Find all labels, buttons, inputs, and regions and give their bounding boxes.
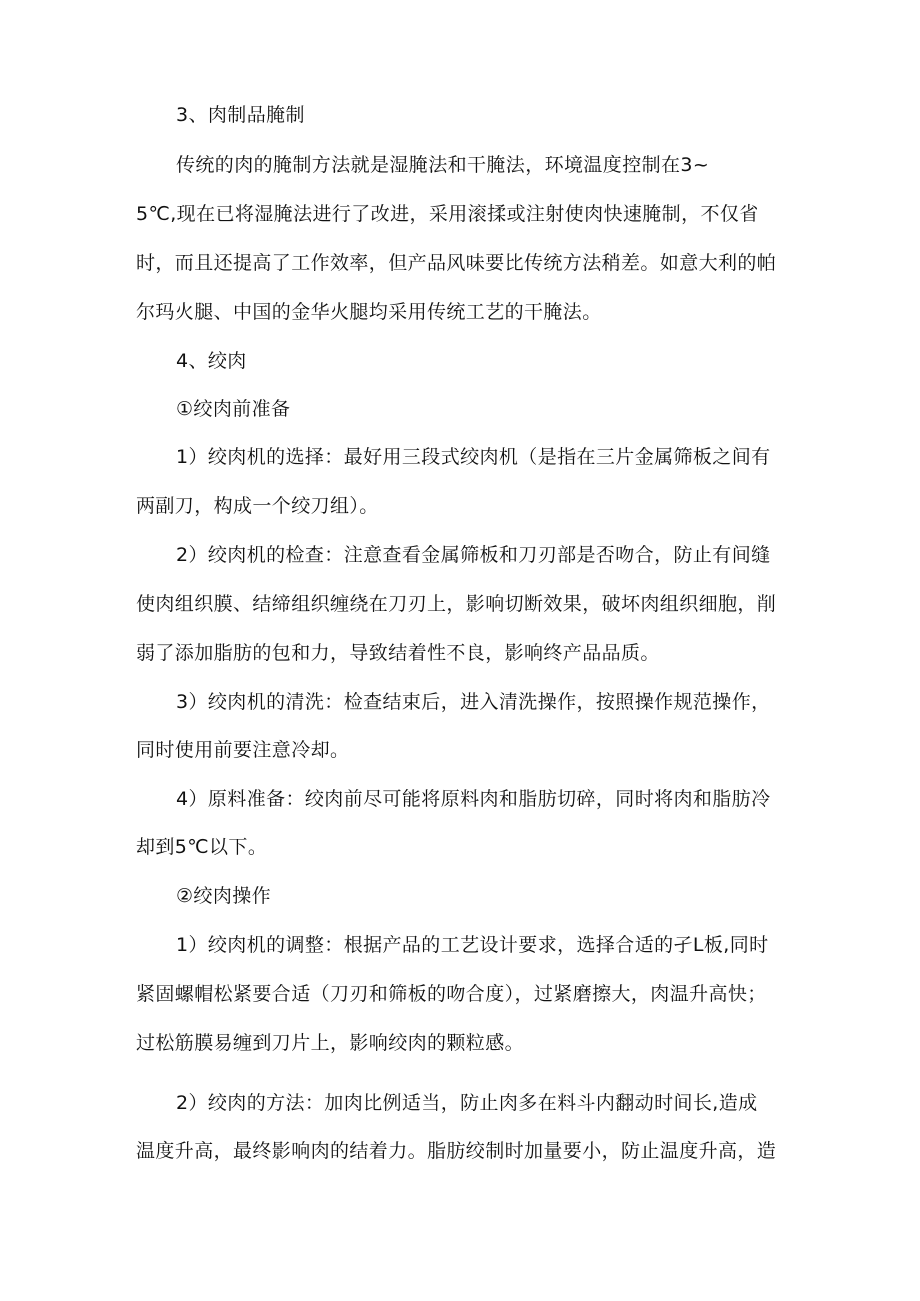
- paragraph-line: 弱了添加脂肪的包和力，导致结着性不良，影响终产品品质。: [136, 642, 660, 664]
- paragraph-line: 1）绞肉机的选择：最好用三段式绞肉机（是指在三片金属筛板之间有: [176, 446, 771, 468]
- section-heading-4: 4、绞肉: [176, 350, 247, 372]
- paragraph-line: 紧固螺帽松紧要合适（刀刃和筛板的吻合度），过紧磨擦大，肉温升高快；: [136, 983, 767, 1005]
- paragraph-line: 两副刀，构成一个绞刀组）。: [136, 495, 379, 517]
- paragraph-line: 2）绞肉机的检查：注意查看金属筛板和刀刃部是否吻合，防止有间缝: [176, 544, 771, 566]
- paragraph-line: 4）原料准备：绞肉前尽可能将原料肉和脂肪切碎，同时将肉和脂肪冷: [176, 788, 771, 810]
- paragraph-line: 时，而且还提高了工作效率，但产品风味要比传统方法稍差。如意大利的帕: [136, 252, 777, 274]
- paragraph-line: 同时使用前要注意冷却。: [136, 739, 350, 761]
- paragraph-line: 却到5℃以下。: [136, 836, 268, 858]
- paragraph-line: 2）绞肉的方法：加肉比例适当，防止肉多在料斗内翻动时间长,造成: [176, 1092, 758, 1114]
- paragraph-line: 过松筋膜易缠到刀片上，影响绞肉的颗粒感。: [136, 1032, 525, 1054]
- paragraph-line: 1）绞肉机的调整：根据产品的工艺设计要求，选择合适的孑L板,同时: [176, 934, 769, 956]
- paragraph-line: 使肉组织膜、结缔组织缠绕在刀刃上，影响切断效果，破坏肉组织细胞，削: [136, 593, 777, 615]
- paragraph-line: 5℃,现在已将湿腌法进行了改进，采用滚揉或注射使肉快速腌制，不仅省: [136, 203, 759, 225]
- paragraph-line: 温度升高，最终影响肉的结着力。脂肪绞制时加量要小，防止温度升高，造: [136, 1140, 777, 1162]
- paragraph-line: 传统的肉的腌制方法就是湿腌法和干腌法，环境温度控制在3~: [176, 154, 710, 176]
- paragraph-line: 3）绞肉机的清洗：检查结束后，进入清洗操作，按照操作规范操作，: [176, 691, 771, 713]
- paragraph-line: 尔玛火腿、中国的金华火腿均采用传统工艺的干腌法。: [136, 301, 602, 323]
- subsection-heading: ②绞肉操作: [176, 885, 272, 907]
- subsection-heading: ①绞肉前准备: [176, 398, 291, 420]
- section-heading-3: 3、肉制品腌制: [176, 104, 305, 126]
